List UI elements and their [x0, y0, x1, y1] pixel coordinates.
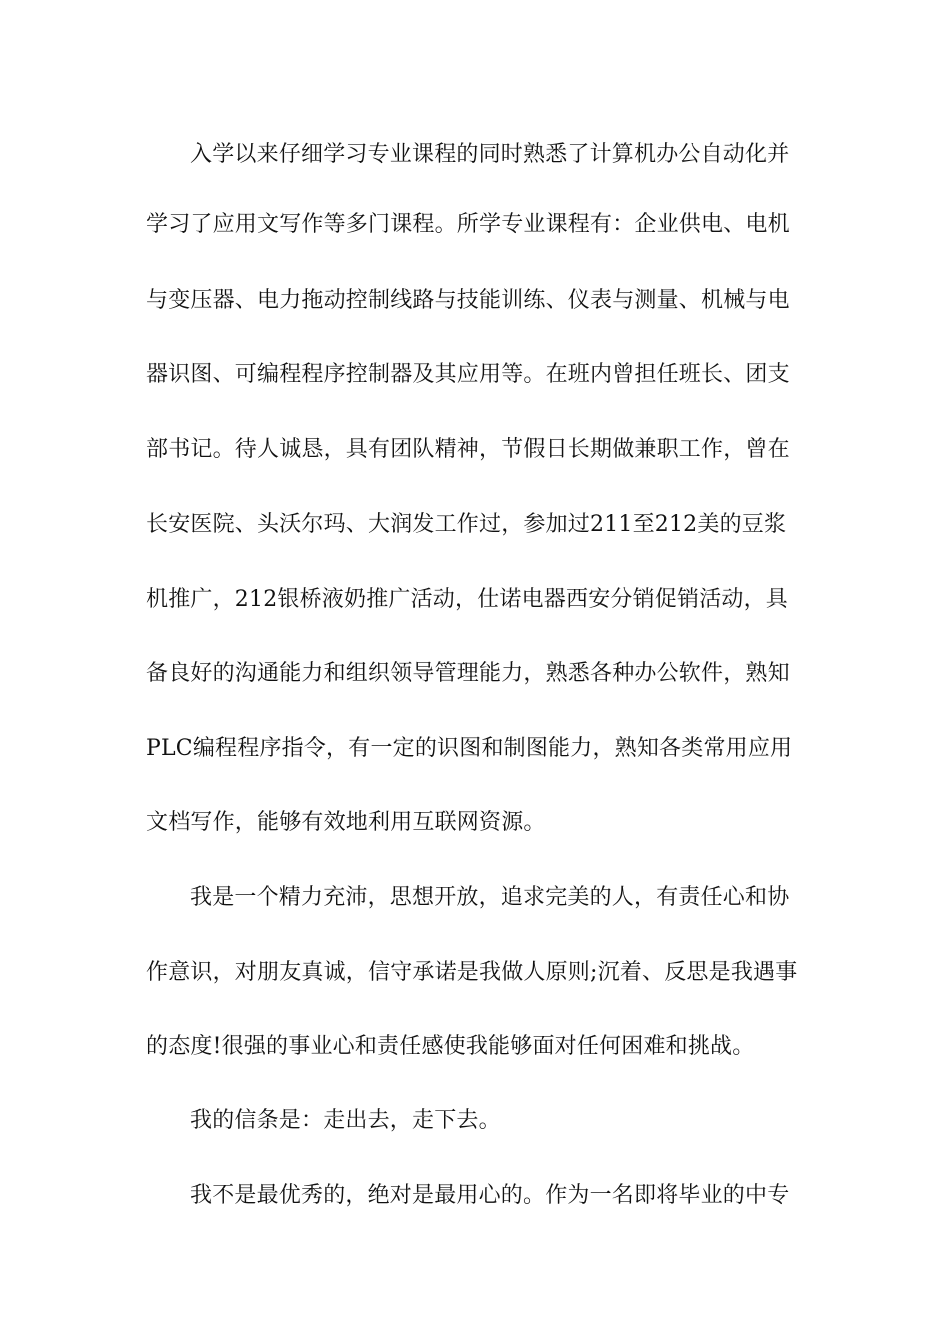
paragraph-1-line-3: 与变压器、电力拖动控制线路与技能训练、仪表与测量、机械与电 [146, 288, 790, 313]
paragraph-1-line-5: 部书记。待人诚恳，具有团队精神，节假日长期做兼职工作，曾在 [146, 437, 790, 462]
paragraph-1-line-2: 学习了应用文写作等多门课程。所学专业课程有：企业供电、电机 [146, 212, 790, 237]
paragraph-1-line-9: PLC编程程序指令，有一定的识图和制图能力，熟知各类常用应用 [146, 736, 793, 761]
paragraph-4-line-1: 我不是最优秀的，绝对是最用心的。作为一名即将毕业的中专 [190, 1183, 790, 1208]
paragraph-2-line-2: 作意识，对朋友真诚，信守承诺是我做人原则;沉着、反思是我遇事 [146, 960, 798, 985]
paragraph-1-line-7: 机推广，212银桥液奶推广活动，仕诺电器西安分销促销活动，具 [146, 587, 788, 612]
paragraph-1-line-1: 入学以来仔细学习专业课程的同时熟悉了计算机办公自动化并 [190, 142, 790, 167]
paragraph-1-line-4: 器识图、可编程程序控制器及其应用等。在班内曾担任班长、团支 [146, 362, 790, 387]
paragraph-1-line-10: 文档写作，能够有效地利用互联网资源。 [146, 810, 546, 835]
paragraph-3-line-1: 我的信条是：走出去，走下去。 [190, 1108, 501, 1133]
paragraph-2-line-3: 的态度!很强的事业心和责任感使我能够面对任何困难和挑战。 [146, 1034, 755, 1059]
paragraph-1-line-8: 备良好的沟通能力和组织领导管理能力，熟悉各种办公软件，熟知 [146, 661, 790, 686]
paragraph-1-line-6: 长安医院、头沃尔玛、大润发工作过，参加过211至212美的豆浆 [146, 512, 787, 537]
paragraph-2-line-1: 我是一个精力充沛，思想开放，追求完美的人，有责任心和协 [190, 885, 790, 910]
